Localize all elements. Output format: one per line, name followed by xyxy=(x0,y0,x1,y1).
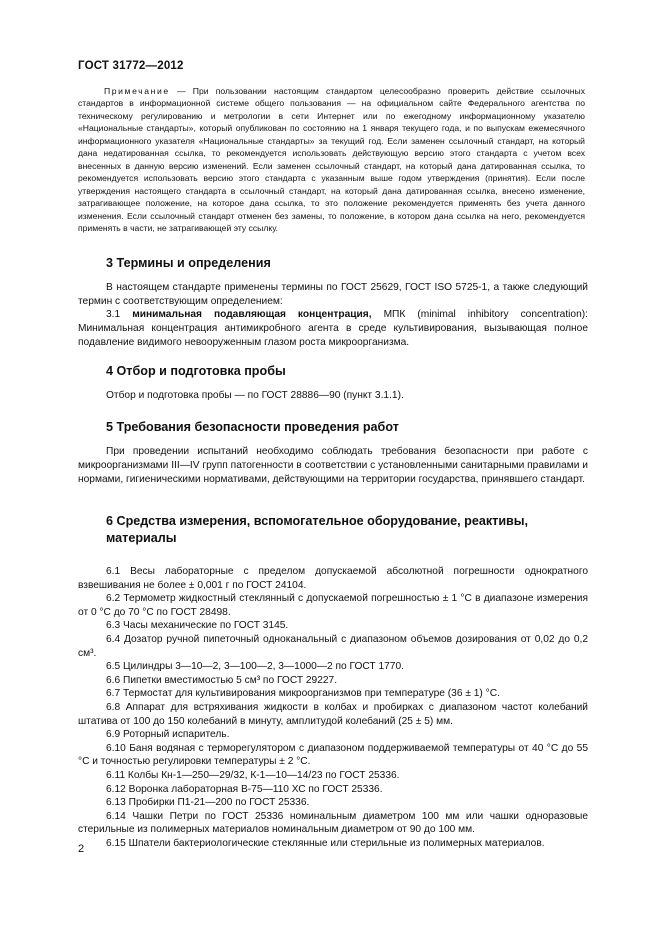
list-item: 6.12 Воронка лабораторная В-75—110 ХС по ГОСТ 25336. xyxy=(106,783,383,795)
term-name: минимальная подавляющая концентрация, xyxy=(132,309,372,320)
section-5-text: При проведении испытаний необходимо соблюдать требования безопасности при работе с микроорганизмами III—IV групп патогенности в соответствии с установленными санитарными правилами и нормами, гигиеническими нормативами, действующими на территории государства, принявшего стандарт. xyxy=(78,446,588,485)
list-item: 6.2 Термометр жидкостный стеклянный с допускаемой погрешностью ± 1 °С в диапазоне измерения от 0 °С до 70 °С по ГОСТ 28498. xyxy=(78,593,588,618)
section-3-intro: В настоящем стандарте применены термины по ГОСТ 25629, ГОСТ ISO 5725-1, а также следующий термин с соответствующим определением: xyxy=(78,282,588,307)
list-item: 6.7 Термостат для культивирования микроорганизмов при температуре (36 ± 1) °С. xyxy=(106,688,500,700)
section-6-list xyxy=(78,565,588,850)
page-number: 2 xyxy=(78,843,85,855)
term-definition: МПК (minimal inhibitory concentration): Минимальная концентрация антимикробного агента в среде культивирования, вызывающая полное подавление видимого невооруженным глазом роста микроорганизма. xyxy=(78,309,588,348)
list-item: 6.3 Часы механические по ГОСТ 3145. xyxy=(106,620,289,632)
list-item: 6.15 Шпатели бактериологические стеклянные или стерильные из полимерных материалов. xyxy=(106,837,545,849)
note-label: Примечание xyxy=(104,86,170,96)
list-item: 6.10 Баня водяная с терморегулятором с диапазоном поддерживаемой температуры от 40 °С до 55 °С и точностью регулировки температуры ± 2 °С. xyxy=(78,742,588,768)
document-header: ГОСТ 31772—2012 xyxy=(78,60,184,72)
reference-note xyxy=(78,85,585,234)
list-item: 6.4 Дозатор ручной пипеточный одноканальный с диапазоном объемов дозирования от 0,02 до 0,2 см³. xyxy=(78,633,588,659)
term-number: 3.1 xyxy=(106,309,121,320)
section-3-term xyxy=(78,308,588,349)
list-item: 6.1 Весы лабораторные с пределом допускаемой абсолютной погрешности однократного взвешивания не более ± 0,001 г по ГОСТ 24104. xyxy=(78,566,588,591)
list-item: 6.5 Цилиндры 3—10—2, 3—100—2, 3—1000—2 по ГОСТ 1770. xyxy=(106,661,404,673)
list-item: 6.13 Пробирки П1-21—200 по ГОСТ 25336. xyxy=(106,797,310,809)
section-3-heading: 3 Термины и определения xyxy=(106,256,271,270)
section-4-text: Отбор и подготовка пробы — по ГОСТ 28886—90 (пункт 3.1.1). xyxy=(106,390,404,401)
list-item: 6.14 Чашки Петри по ГОСТ 25336 номинальным диаметром 100 мм или чашки одноразовые стерильные из полимерных материалов номинальным диаметром от 90 до 100 мм. xyxy=(78,810,588,836)
note-text: — При пользовании настоящим стандартом целесообразно проверить действие ссылочных стандартов в информационной системе общего пользования — на официальном сайте Федерального агентства по техническому регулированию и метрологии в сети Интернет или по ежегодному информационному указателю «Национальные стандарты», который опубликован по состоянию на 1 января текущего года, и по выпускам ежемесячного информационного указателя «Национальные стандарты» за текущий год. Если заменен ссылочный стандарт, на который дана недатированная ссылка, то рекомендуется использовать действующую версию этого стандарта с учетом всех внесенных в данную версию изменений. Если заменен ссылочный стандарт, на который дана датированная ссылка, то рекомендуется использовать версию этого стандарта с указанным выше годом утверждения (принятия). Если после утверждения настоящего стандарта в ссылочный стандарт, на который дана датированная ссылка, внесено изменение, затрагивающее положение, на которое дана ссылка, то это положение рекомендуется применять без учета данного изменения. Если ссылочный стандарт отменен без замены, то положение, в котором дана ссылка на него, рекомендуется применять в части, не затрагивающей эту ссылку. xyxy=(78,86,585,233)
list-item: 6.9 Роторный испаритель. xyxy=(106,729,230,741)
list-item: 6.8 Аппарат для встряхивания жидкости в колбах и пробирках с диапазоном частот колебаний штатива от 100 до 150 колебаний в минуту, амплитудой колебаний (25 ± 5) мм. xyxy=(78,701,588,727)
section-4-heading: 4 Отбор и подготовка пробы xyxy=(106,364,286,378)
list-item: 6.11 Колбы Кн-1—250—29/32, К-1—10—14/23 по ГОСТ 25336. xyxy=(106,769,400,781)
list-item: 6.6 Пипетки вместимостью 5 см³ по ГОСТ 29227. xyxy=(106,674,338,686)
section-6-heading: 6 Средства измерения, вспомогательное оборудование, реактивы, материалы xyxy=(106,514,529,545)
section-5-heading: 5 Требования безопасности проведения работ xyxy=(106,420,399,434)
